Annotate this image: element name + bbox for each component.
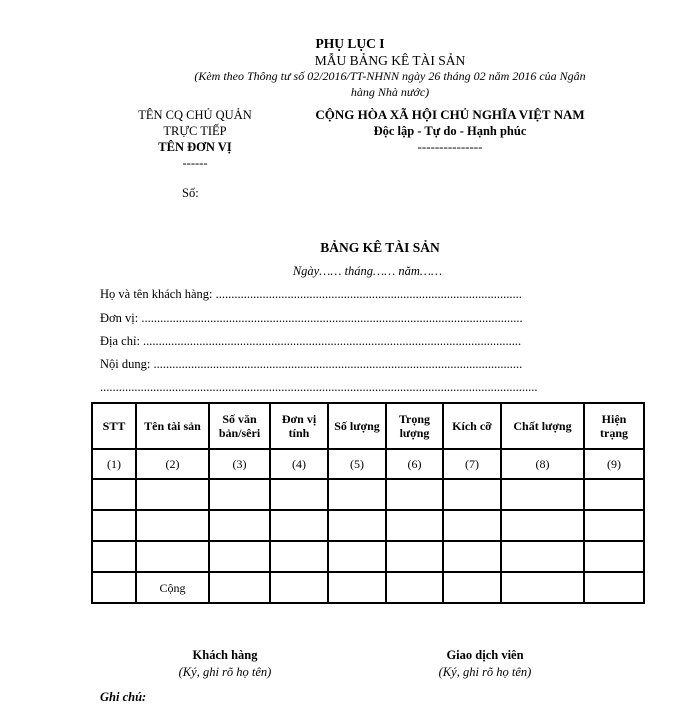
total-row: [92, 572, 644, 603]
table-cell: [584, 541, 644, 572]
table-cell: [386, 479, 443, 510]
table-cell: [386, 510, 443, 541]
table-cell: [270, 541, 328, 572]
customer-signature-note: (Ký, ghi rõ họ tên): [178, 665, 272, 679]
table-cell: (2): [136, 449, 209, 479]
organization-block: [110, 107, 280, 171]
table-cell: (7): [443, 449, 501, 479]
table-cell: [92, 541, 136, 572]
table-cell: [443, 572, 501, 603]
parent-agency-line-1: TÊN CQ CHỦ QUẢN: [138, 108, 252, 122]
header-unit-of-measure: Đơn vị tính: [270, 403, 328, 449]
table-cell: [386, 572, 443, 603]
table-cell: (8): [501, 449, 584, 479]
table-cell: [584, 479, 644, 510]
table-cell: [209, 572, 270, 603]
table-cell: [386, 541, 443, 572]
header-size: Kích cỡ: [443, 403, 501, 449]
table-row: [92, 479, 644, 510]
customer-name-field: Họ và tên khách hàng: ..................................................................................................: [100, 287, 522, 301]
table-cell: [501, 510, 584, 541]
note-label: Ghi chú:: [100, 690, 147, 704]
table-cell: [270, 510, 328, 541]
customer-signature-title: Khách hàng: [192, 648, 258, 662]
table-cell: [270, 479, 328, 510]
table-cell: [501, 479, 584, 510]
table-cell: [328, 510, 386, 541]
document-title: BẢNG KÊ TÀI SẢN: [320, 240, 440, 255]
teller-signature-block: [400, 647, 570, 681]
table-cell: (1): [92, 449, 136, 479]
legal-reference: [150, 68, 630, 100]
content-extra-line: ............................................................................................................................................: [100, 380, 538, 394]
header-quantity: Số lượng: [328, 403, 386, 449]
table-row: [92, 541, 644, 572]
table-cell: [328, 541, 386, 572]
header-asset-name: Tên tài sản: [136, 403, 209, 449]
table-cell: [136, 479, 209, 510]
form-title: MẪU BẢNG KÊ TÀI SẢN: [314, 53, 466, 68]
table-cell: (3): [209, 449, 270, 479]
table-cell: [328, 479, 386, 510]
customer-signature-block: [140, 647, 310, 681]
table-cell: [136, 510, 209, 541]
table-cell: [209, 479, 270, 510]
table-cell: [92, 510, 136, 541]
unit-field: Đơn vị: ..........................................................................................................................: [100, 311, 523, 325]
table-cell: [443, 479, 501, 510]
table-row: [92, 510, 644, 541]
header-condition: Hiện trạng: [584, 403, 644, 449]
table-cell: [209, 541, 270, 572]
table-cell: [270, 572, 328, 603]
motto-rule: ---------------: [417, 139, 483, 154]
table-cell: [136, 541, 209, 572]
column-index-row: [92, 449, 644, 479]
table-cell: [443, 541, 501, 572]
header-document-serial: Số văn bản/sêri: [209, 403, 270, 449]
address-field: Địa chỉ: .........................................................................................................................: [100, 334, 522, 348]
appendix-title: PHỤ LỤC I: [315, 36, 385, 51]
date-line: Ngày…… tháng…… năm……: [292, 264, 443, 278]
table-cell: [501, 541, 584, 572]
teller-signature-note: (Ký, ghi rõ họ tên): [438, 665, 532, 679]
table-cell: [443, 510, 501, 541]
table-cell: [328, 572, 386, 603]
document-number-label: Số:: [182, 186, 199, 200]
table-cell: [92, 479, 136, 510]
content-field: Nội dung: ......................................................................................................................: [100, 357, 523, 371]
teller-signature-title: Giao dịch viên: [446, 648, 524, 662]
table-cell: (9): [584, 449, 644, 479]
table-cell: (4): [270, 449, 328, 479]
national-name: CỘNG HÒA XÃ HỘI CHỦ NGHĨA VIỆT NAM: [315, 107, 585, 122]
table-cell: [584, 510, 644, 541]
header-weight: Trọng lượng: [386, 403, 443, 449]
asset-table: [91, 402, 645, 604]
total-label: Cộng: [136, 572, 209, 603]
table-cell: (6): [386, 449, 443, 479]
parent-agency-line-2: TRỰC TIẾP: [163, 124, 227, 138]
legal-reference-line-1: (Kèm theo Thông tư số 02/2016/TT-NHNN ngày 26 tháng 02 năm 2016 của Ngân: [194, 69, 586, 83]
header-quality: Chất lượng: [501, 403, 584, 449]
legal-reference-line-2: hàng Nhà nước): [350, 85, 430, 99]
table-cell: (5): [328, 449, 386, 479]
table-cell: [501, 572, 584, 603]
national-motto: Độc lập - Tự do - Hạnh phúc: [373, 124, 527, 138]
table-cell: [92, 572, 136, 603]
header-stt: STT: [92, 403, 136, 449]
table-cell: [584, 572, 644, 603]
national-header: [295, 107, 605, 155]
org-rule: ------: [182, 156, 208, 170]
table-cell: [209, 510, 270, 541]
unit-name: TÊN ĐƠN VỊ: [158, 140, 232, 154]
table-header-row: [92, 403, 644, 449]
